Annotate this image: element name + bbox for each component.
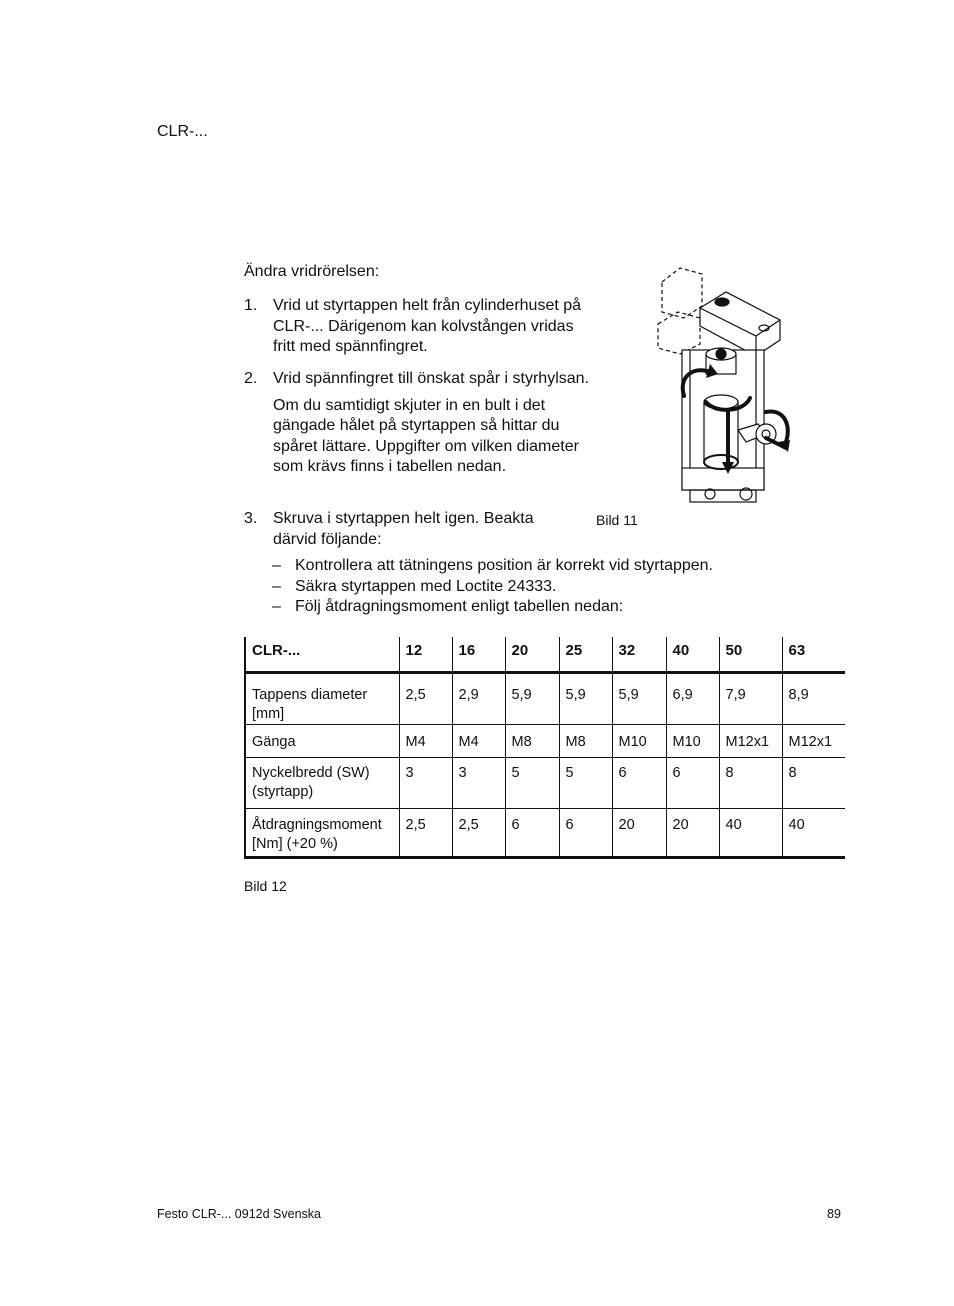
table-cell: M8 (505, 725, 559, 758)
list-item (272, 556, 832, 577)
table-cell: 20 (612, 809, 666, 858)
figure-caption: Bild 11 (596, 512, 638, 528)
table-cell: M10 (612, 725, 666, 758)
table-cell: 7,9 (719, 673, 782, 725)
step-text: Vrid spännfingret till önskat spår i styrhylsan. (273, 370, 589, 387)
checklist (272, 556, 832, 618)
header-title: CLR-... (157, 123, 208, 140)
step-number: 3. (244, 510, 258, 527)
table-cell: M8 (559, 725, 612, 758)
page-number: 89 (827, 1207, 841, 1221)
table-cell: 3 (452, 758, 505, 809)
table-row (245, 725, 845, 758)
table-cell: 6 (559, 809, 612, 858)
step-text: Skruva i styrtappen helt igen. Beakta därvid följande: (273, 510, 534, 548)
table-header-cell: 50 (719, 637, 782, 673)
table-cell: 2,5 (399, 673, 452, 725)
table-cell: M12x1 (782, 725, 845, 758)
table-cell: 6 (666, 758, 719, 809)
table-cell: M10 (666, 725, 719, 758)
cylinder-figure (648, 262, 798, 507)
table-cell: 3 (399, 758, 452, 809)
list-item-text: Säkra styrtappen med Loctite 24333. (295, 577, 557, 595)
step-3 (244, 509, 589, 550)
dash-marker: – (272, 557, 281, 574)
step-note: Om du samtidigt skjuter in en bult i det gängade hålet på styrtappen så hittar du spåret lättare. Uppgifter om vilken diameter som krävs finns i tabellen nedan. (273, 396, 579, 475)
table-header-cell: 25 (559, 637, 612, 673)
intro-text: Ändra vridrörelsen: (244, 263, 380, 280)
step-1 (244, 296, 589, 358)
table-cell: 5,9 (612, 673, 666, 725)
row-label: Gänga (245, 725, 399, 758)
table-row (245, 809, 845, 858)
table-cell: 5,9 (505, 673, 559, 725)
table-header-cell: 16 (452, 637, 505, 673)
table-row (245, 673, 845, 725)
table-cell: 40 (719, 809, 782, 858)
footer-doc-info: Festo CLR-... 0912d Svenska (157, 1207, 321, 1221)
row-label: Åtdragningsmoment [Nm] (+20 %) (245, 809, 399, 858)
list-item-text: Kontrollera att tätningens position är korrekt vid styrtappen. (295, 557, 713, 574)
table-header-cell: 20 (505, 637, 559, 673)
table-cell: M4 (452, 725, 505, 758)
table-header-row (245, 637, 845, 673)
table-header-cell: 63 (782, 637, 845, 673)
table-row (245, 758, 845, 809)
table-cell: 8,9 (782, 673, 845, 725)
row-label: Nyckelbredd (SW) (styrtapp) (245, 758, 399, 809)
table-header-cell: 40 (666, 637, 719, 673)
table-header-cell: 12 (399, 637, 452, 673)
table-cell: 5 (505, 758, 559, 809)
table-cell: 20 (666, 809, 719, 858)
step-number: 1. (244, 297, 258, 314)
table-cell: 2,5 (399, 809, 452, 858)
row-label: Tappens diameter [mm] (245, 673, 399, 725)
table-cell: 5 (559, 758, 612, 809)
table-cell: 5,9 (559, 673, 612, 725)
table-cell: 6 (612, 758, 666, 809)
step-number: 2. (244, 370, 258, 387)
table-cell: 8 (782, 758, 845, 809)
list-item-text: Följ åtdragningsmoment enligt tabellen nedan: (295, 598, 624, 615)
table-cell: 6 (505, 809, 559, 858)
table-cell: 8 (719, 758, 782, 809)
table-cell: 6,9 (666, 673, 719, 725)
dash-marker: – (272, 577, 281, 595)
step-text: Vrid ut styrtappen helt från cylinderhuset på CLR-... Därigenom kan kolvstången vridas fritt med spännfingret. (273, 297, 582, 355)
table-cell: M12x1 (719, 725, 782, 758)
spec-table (244, 637, 845, 859)
step-2 (244, 369, 589, 478)
table-cell: M4 (399, 725, 452, 758)
list-item (272, 597, 832, 618)
table-header-cell: 32 (612, 637, 666, 673)
list-item (272, 577, 832, 598)
dash-marker: – (272, 598, 281, 615)
table-cell: 40 (782, 809, 845, 858)
table-cell: 2,5 (452, 809, 505, 858)
table-caption: Bild 12 (244, 878, 287, 894)
table-cell: 2,9 (452, 673, 505, 725)
table-header-cell: CLR-... (245, 637, 399, 673)
